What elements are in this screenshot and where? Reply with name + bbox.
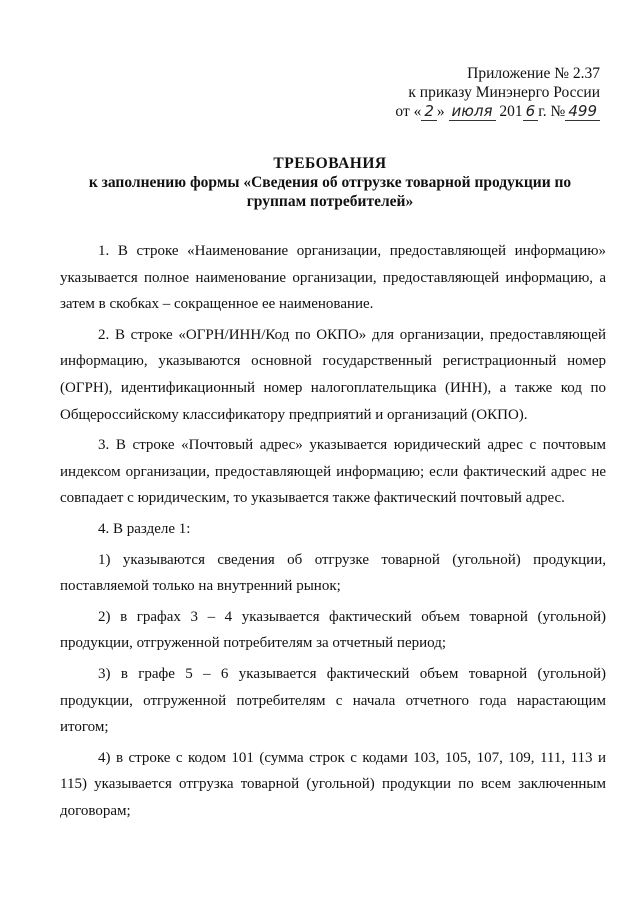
number-label: г. №	[538, 103, 566, 120]
paragraph: 2) в графах 3 – 4 указывается фактический объем товарной (угольной) продукции, отгруженной потребителям за отчетный период;	[60, 608, 606, 652]
paragraph: 3. В строке «Почтовый адрес» указывается юридический адрес с почтовым индексом организации, предоставляющей информацию; если фактический адрес не совпадает с юридическим, то указывается также фактический почтовый адрес.	[60, 437, 606, 507]
requirements-body	[60, 238, 606, 828]
date-prefix: от «	[395, 103, 422, 120]
year-prefix: 201	[499, 103, 523, 120]
title-main: ТРЕБОВАНИЯ	[273, 155, 387, 172]
handwritten-order-number: 499	[565, 102, 600, 121]
paragraph: 2. В строке «ОГРН/ИНН/Код по ОКПО» для организации, предоставляющей информацию, указываются основной государственный регистрационный номер (ОГРН), идентификационный номер налогоплательщика (ИНН), а также код по Общероссийскому классификатору предприятий и организаций (ОКПО).	[60, 326, 606, 423]
paragraph: 4. В разделе 1:	[98, 520, 191, 537]
handwritten-month: июля	[449, 102, 496, 121]
date-quote-close: »	[436, 103, 445, 120]
order-reference: к приказу Минэнерго России	[408, 84, 600, 101]
appendix-label: Приложение № 2.37	[467, 65, 600, 82]
document-title	[60, 154, 600, 211]
order-date-line	[395, 102, 600, 121]
paragraph: 3) в графе 5 – 6 указывается фактический объем товарной (угольной) продукции, отгруженной потребителям с начала отчетного года нарастающим итогом;	[60, 665, 606, 736]
paragraph: 4) в строке с кодом 101 (сумма строк с кодами 103, 105, 107, 109, 111, 113 и 115) указывается отгрузка товарной (угольной) продукции по всем заключенным договорам;	[60, 749, 606, 819]
handwritten-year-digit: 6	[523, 102, 539, 121]
handwritten-day: 2	[421, 102, 437, 121]
paragraph: 1. В строке «Наименование организации, предоставляющей информацию» указывается полное наименование организации, предоставляющей информацию, а затем в скобках – сокращенное ее наименование.	[60, 243, 606, 313]
paragraph: 1) указываются сведения об отгрузке товарной (угольной) продукции, поставляемой только на внутренний рынок;	[60, 551, 606, 595]
appendix-header	[395, 64, 600, 121]
title-subtitle: к заполнению формы «Сведения об отгрузке товарной продукции по группам потребителей»	[88, 174, 572, 210]
